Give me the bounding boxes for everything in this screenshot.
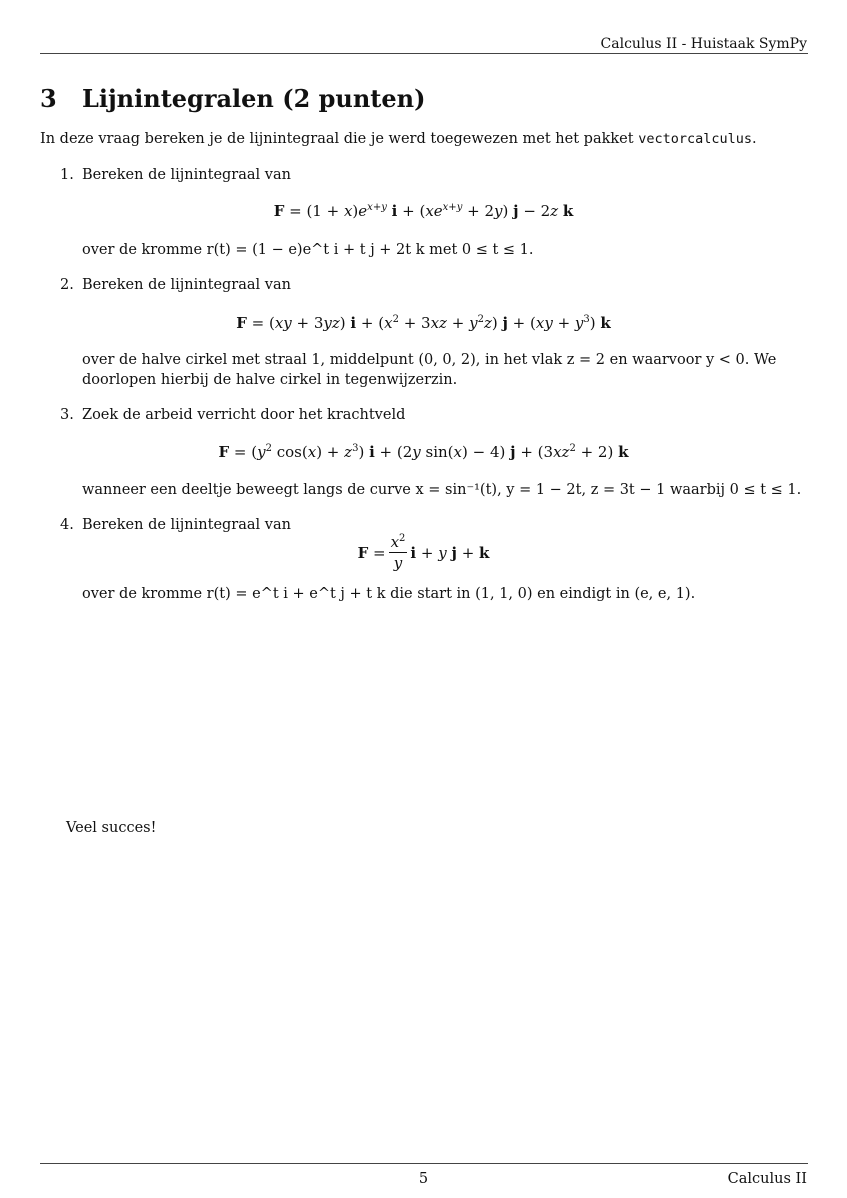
item-4-number: 4.	[60, 517, 74, 533]
item-1-description: over de kromme r(t) = (1 − e)e^t i + t j + 2t k met 0 ≤ t ≤ 1.	[82, 242, 534, 258]
running-header: Calculus II - Huistaak SymPy	[600, 36, 807, 52]
item-2-lead: Bereken de lijnintegraal van	[82, 277, 291, 293]
section-heading	[40, 84, 425, 113]
item-2-equation: F = (xy + 3yz) $i + (x^2 + 3xz + y^2z) j + (xy + y^3)$ k	[236, 314, 611, 332]
item-1-lead: Bereken de lijnintegraal van	[82, 167, 291, 183]
item-3-description: wanneer een deeltje beweegt langs de curve x = sin⁻¹(t), y = 1 − 2t, z = 3t − 1 waarbij 0 ≤ t ≤ 1.	[82, 482, 802, 498]
section-number: 3	[40, 84, 57, 113]
item-4-description: over de kromme r(t) = e^t i + e^t j + t k die start in (1, 1, 0) en eindigt in (e, e, 1).	[82, 586, 696, 602]
item-2-description: over de halve cirkel met straal 1, middelpunt (0, 0, 2), in het vlak z = 2 en waarvoor y < 0. We doorlopen hierbij de halve cirkel in tegenwijzerzin.	[82, 352, 777, 388]
item-1-number: 1.	[60, 167, 74, 183]
item-3-equation: $F = (y^2$ $\cos(x) + z^3$) i + (2y sin(x) − 4) $j + (3xz^2 + 2)$ k	[218, 443, 629, 461]
item-4-lead: Bereken de lijnintegraal van	[82, 517, 291, 533]
item-3-lead: Zoek de arbeid verricht door het krachtveld	[82, 407, 406, 423]
footer-rule	[40, 1163, 808, 1164]
header-rule	[40, 53, 808, 54]
item-4-equation: F = $\frac{x^2}{y}$ i + y j + k	[357, 533, 490, 572]
intro-text-end: .	[751, 131, 757, 147]
intro-package-name: vectorcalculus	[638, 131, 752, 147]
page-number: 5	[418, 1171, 429, 1187]
section-intro	[40, 131, 808, 147]
running-footer: Calculus II	[727, 1171, 807, 1187]
section-title: Lijnintegralen (2 punten)	[82, 84, 426, 113]
item-2-number: 2.	[60, 277, 74, 293]
item-3-number: 3.	[60, 407, 74, 423]
closing-text: Veel succes!	[66, 820, 157, 836]
item-1-equation: $F = (1 + x)e^{x+y}$ $i + (xe^{x+y} + 2y) j - 2z$ k	[273, 202, 574, 220]
intro-text: In deze vraag bereken je de lijnintegraal die je werd toegewezen met het pakket	[40, 131, 639, 147]
